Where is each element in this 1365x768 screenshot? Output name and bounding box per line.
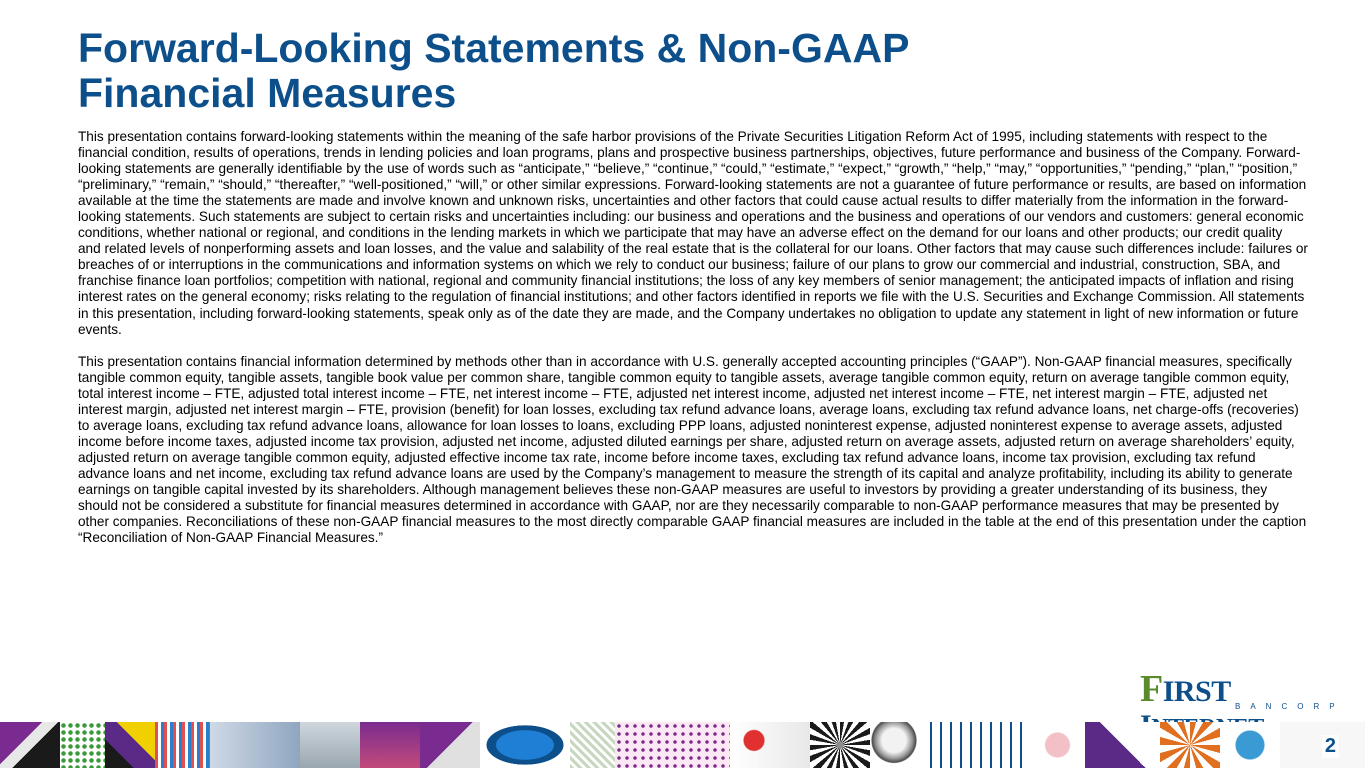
company-logo bbox=[1140, 668, 1352, 716]
slide-title: Forward-Looking Statements & Non-GAAP Financial Measures bbox=[78, 25, 909, 116]
logo-wordmark: FIRST bbox=[1140, 668, 1231, 710]
forward-looking-paragraph: This presentation contains forward-looking statements within the meaning of the safe harbor provisions of the Private Securities Litigation Reform Act of 1995, including statements with respect to the financial condition, results of operations, trends in lending policies and loan programs, plans and prospective business partnerships, objectives, future performance and business of the Company. Forward-looking statements are generally identifiable by the use of words such as “anticipate,” “believe,” “continue,” “could,” “estimate,” “expect,” “growth,” “help,” “may,” “opportunities,” “pending,” “plan,” “position,” “preliminary,” “remain,” “should,” “thereafter,” “well-positioned,” “will,” or other similar expressions. Forward-looking statements are not a guarantee of future performance or results, are based on information available at the time the statements are made and involve known and unknown risks, uncertainties and other factors that could cause actual results to differ materially from the information in the forward-looking statements. Such statements are subject to certain risks and uncertainties including: our business and operations and the business and operations of our vendors and customers: general economic conditions, whether national or regional, and conditions in the lending markets in which we participate that may have an adverse effect on the demand for our loans and other products; our credit quality and related levels of nonperforming assets and loan losses, and the value and salability of the real estate that is the collateral for our loans. Other factors that may cause such differences include: failures or breaches of or interruptions in the communications and information systems on which we rely to conduct our business; failure of our plans to grow our commercial and industrial, construction, SBA, and franchise finance loan portfolios; competition with national, regional and community financial institutions; the loss of any key members of senior management; the anticipated impacts of inflation and rising interest rates on the general economy; risks relating to the regulation of financial institutions; and other factors identified in reports we file with the U.S. Securities and Exchange Commission. All statements in this presentation, including forward-looking statements, speak only as of the date they are made, and the Company undertakes no obligation to update any statement in light of new information or future events. bbox=[78, 129, 1308, 337]
logo-subtitle: BANCORP bbox=[1235, 702, 1345, 711]
non-gaap-paragraph: This presentation contains financial information determined by methods other than in accordance with U.S. generally accepted accounting principles (“GAAP”). Non-GAAP financial measures, specifically tangible common equity, tangible assets, tangible book value per common share, tangible common equity to tangible assets, average tangible common equity, return on average tangible common equity, total interest income – FTE, adjusted total interest income – FTE, net interest income – FTE, adjusted net interest income, adjusted net interest income – FTE, net interest margin – FTE, adjusted net interest margin, adjusted net interest margin – FTE, provision (benefit) for loan losses, excluding tax refund advance loans, average loans, excluding tax refund advance loans, net charge-offs (recoveries) to average loans, excluding tax refund advance loans, allowance for loan losses to loans, excluding PPP loans, adjusted noninterest expense, adjusted noninterest expense to average assets, adjusted income before income taxes, adjusted income tax provision, adjusted net income, adjusted diluted earnings per share, adjusted return on average assets, adjusted return on average shareholders’ equity, adjusted return on average tangible common equity, adjusted effective income tax rate, income before income taxes, excluding tax refund advance loans, income tax provision, excluding tax refund advance loans and net income, excluding tax refund advance loans are used by the Company’s management to measure the strength of its capital and analyze profitability, including its ability to generate earnings on tangible capital invested by its shareholders. Although management believes these non-GAAP measures are useful to investors by providing a greater understanding of its business, they should not be considered a substitute for financial measures determined in accordance with GAAP, nor are they necessarily comparable to non-GAAP performance measures that may be presented by other companies. Reconciliations of these non-GAAP financial measures to the most directly comparable GAAP financial measures are included in the table at the end of this presentation under the caption “Reconciliation of Non-GAAP Financial Measures.” bbox=[78, 353, 1307, 546]
page-number: 2 bbox=[1322, 735, 1339, 758]
decorative-footer-strip bbox=[0, 722, 1365, 768]
slide-body bbox=[78, 129, 1308, 562]
